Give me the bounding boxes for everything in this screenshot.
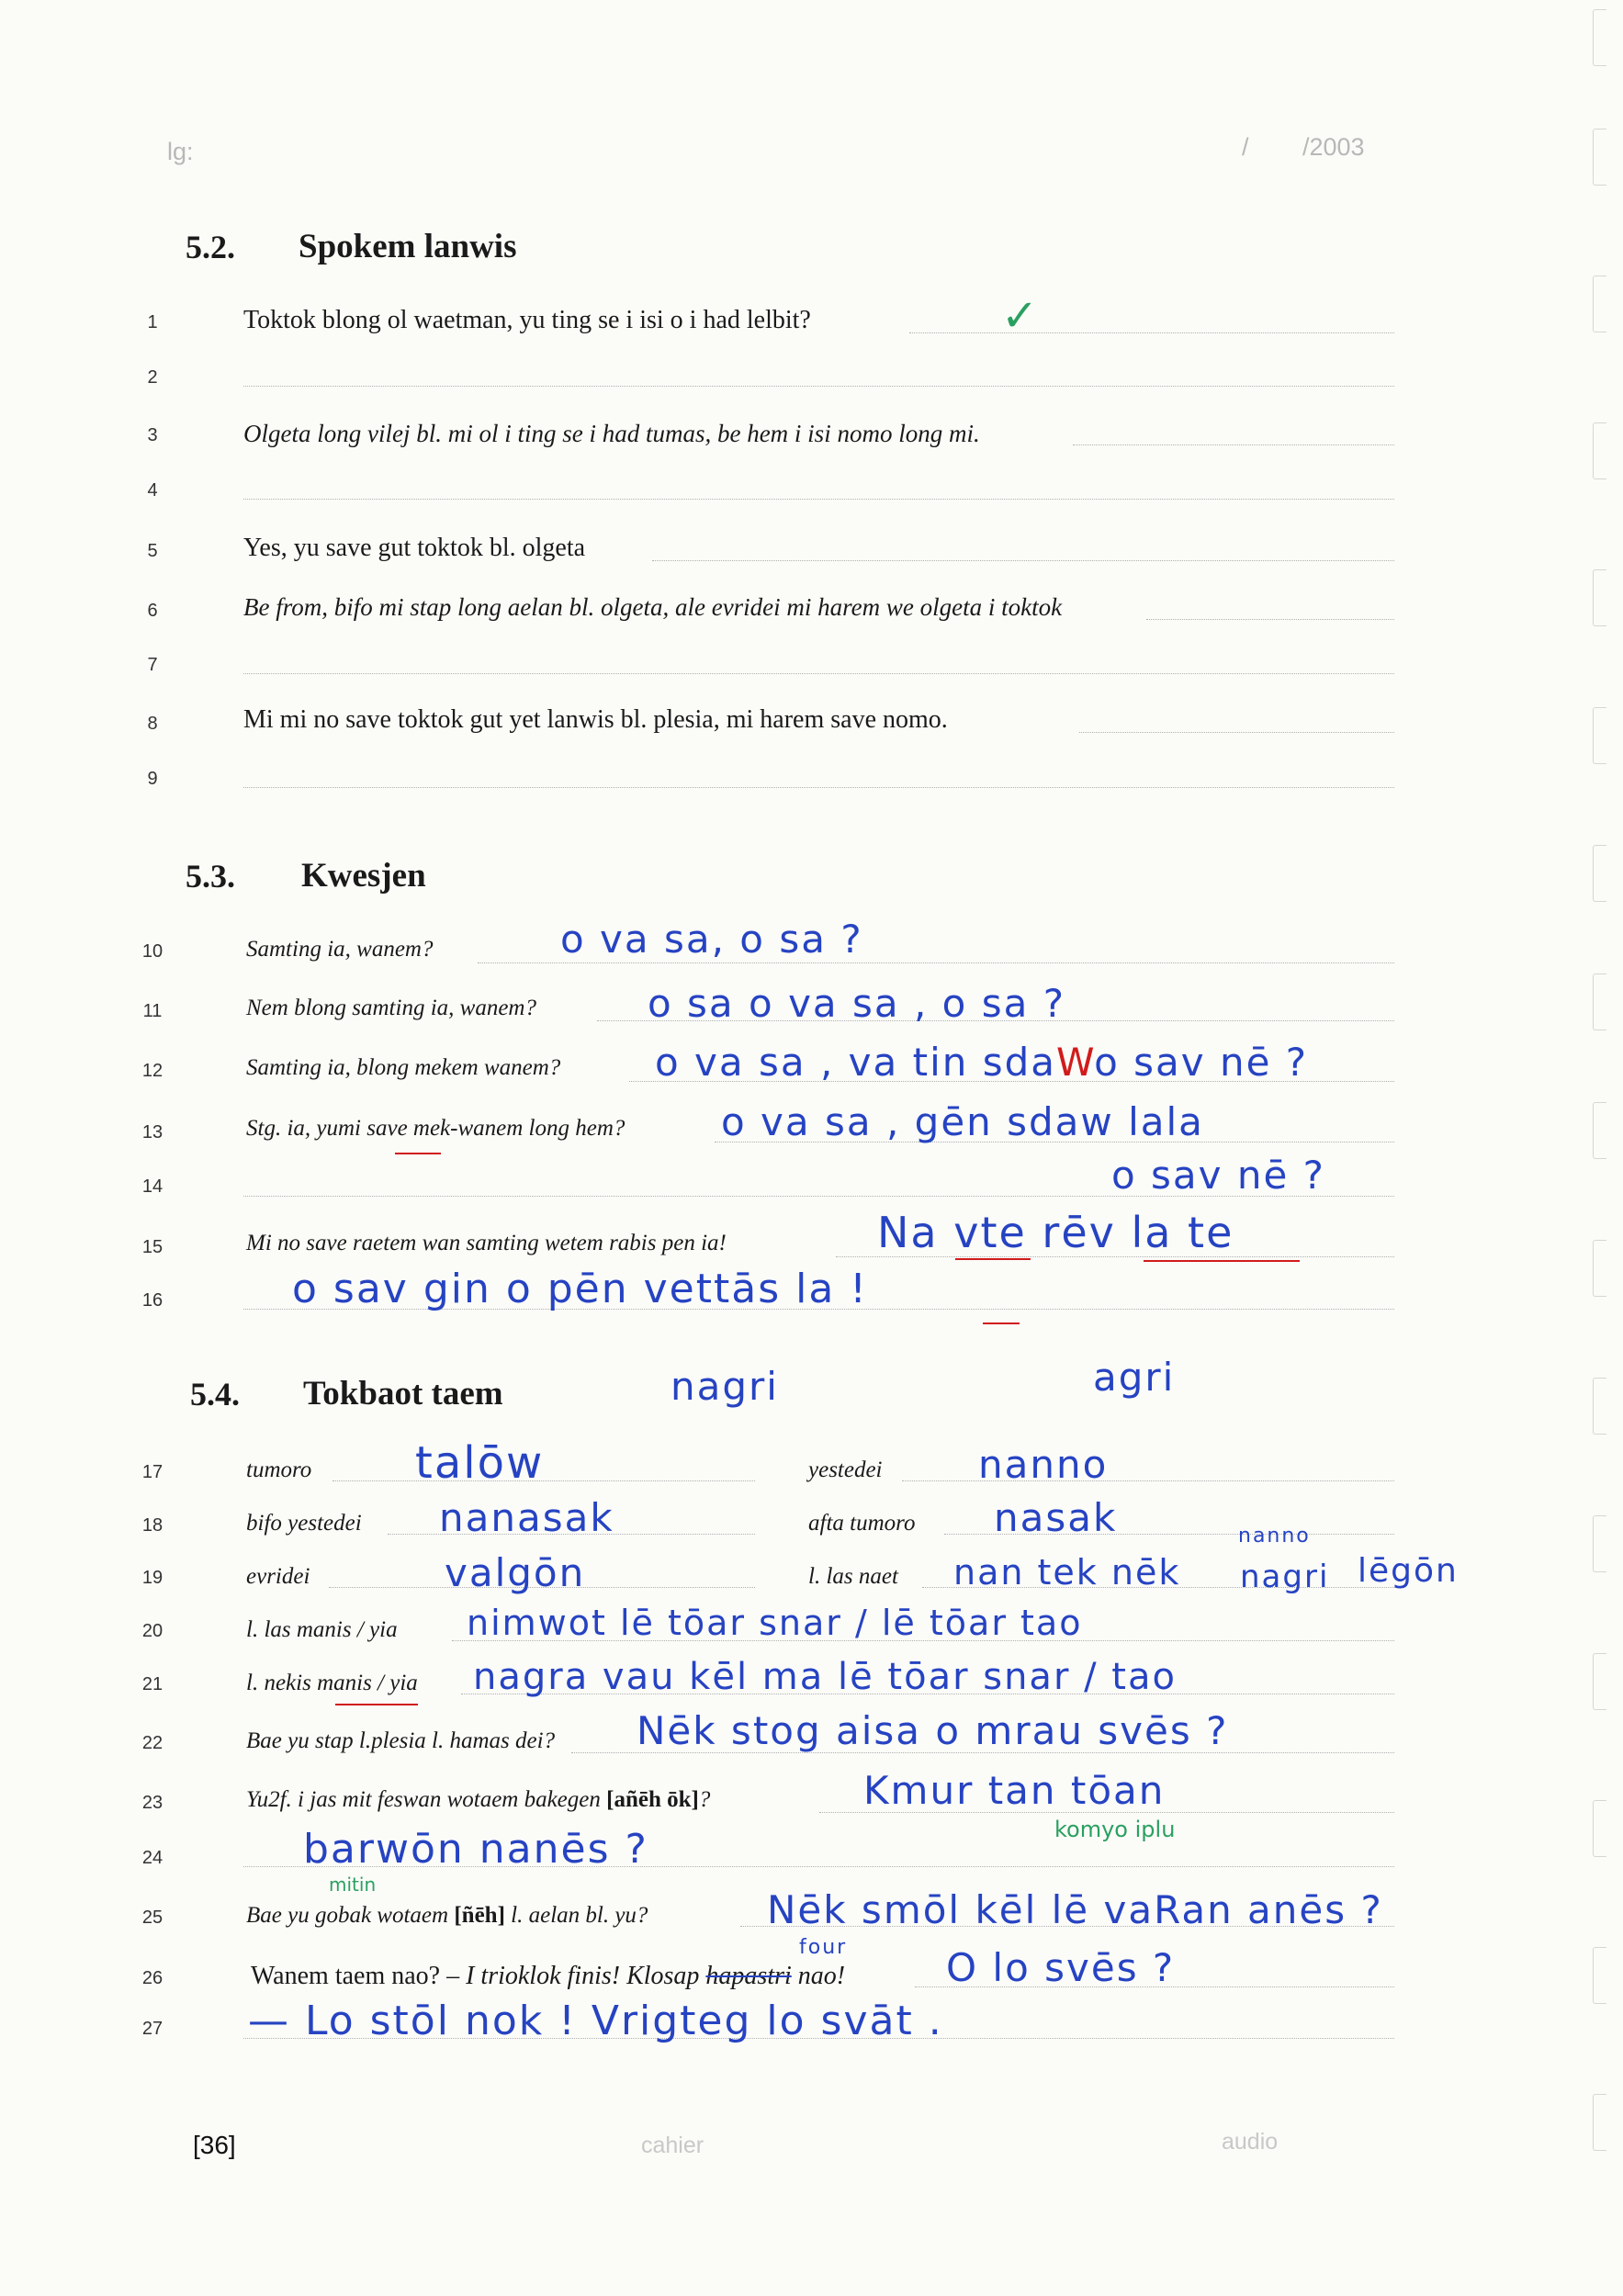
line-number: 11 — [142, 1001, 163, 1021]
footer-audio: audio — [1222, 2129, 1279, 2155]
edge-tab-mark — [1593, 1378, 1606, 1435]
printed-question: Nem blong samting ia, wanem? — [246, 996, 536, 1020]
line-number: 4 — [147, 480, 158, 501]
line-number: 12 — [141, 1061, 163, 1081]
printed-label: bifo yestedei — [246, 1511, 362, 1536]
edge-tab-mark — [1593, 129, 1606, 186]
edge-tab-mark — [1593, 1515, 1606, 1572]
handwritten-column-header: agri — [1093, 1355, 1176, 1400]
printed-question-text: I trioklok finis! Klosap — [466, 1962, 700, 1990]
line-number: 25 — [141, 1908, 163, 1928]
printed-label: l. las manis / yia — [246, 1617, 398, 1642]
printed-question: Samting ia, wanem? — [246, 937, 434, 962]
line-number: 23 — [141, 1793, 163, 1813]
handwritten-answer: o sav gin o pēn vettās la ! — [292, 1266, 868, 1312]
handwritten-answer: o va sa , gēn sdaw lala — [721, 1099, 1204, 1144]
line-number: 13 — [141, 1122, 163, 1142]
printed-question-text: l. aelan bl. yu? — [511, 1903, 648, 1928]
edge-tab-mark — [1593, 1653, 1606, 1710]
handwritten-note: four — [799, 1936, 848, 1959]
footer-cahier: cahier — [641, 2133, 704, 2158]
handwritten-answer: nagra vau kēl ma lē tōar snar / tao — [473, 1656, 1177, 1698]
printed-question: Mi no save raetem wan samting wetem rabis pen ia! — [246, 1231, 727, 1255]
handwritten-answer: nagri — [1240, 1559, 1330, 1595]
section-title: Tokbaot taem — [303, 1375, 503, 1412]
printed-label: yestedei — [808, 1458, 883, 1482]
section-number: 5.4. — [190, 1376, 240, 1412]
line-number: 19 — [141, 1568, 163, 1588]
handwritten-note: komyo iplu — [1054, 1817, 1176, 1842]
line-number: 7 — [147, 655, 158, 675]
phonetic-bracket: [ñēh] — [454, 1903, 505, 1928]
edge-tab-mark — [1593, 9, 1606, 66]
red-underline-mark — [1144, 1260, 1300, 1262]
section-number: 5.3. — [186, 858, 235, 895]
printed-question-text: Wanem taem nao? – — [251, 1962, 460, 1990]
line-number: 15 — [141, 1237, 163, 1257]
printed-question: Samting ia, blong mekem wanem? — [246, 1055, 561, 1080]
line-number: 18 — [141, 1515, 163, 1536]
edge-tab-mark — [1593, 276, 1606, 332]
printed-question — [251, 1962, 845, 1991]
edge-tab-mark — [1593, 1800, 1606, 1857]
edge-tab-mark — [1593, 2094, 1606, 2151]
handwritten-answer: Nēk stog aisa o mrau svēs ? — [637, 1708, 1229, 1753]
printed-label: afta tumoro — [808, 1511, 916, 1536]
red-underline-mark — [983, 1322, 1020, 1324]
line-number: 3 — [147, 425, 158, 445]
handwritten-fragment: o va sa , va tin sda — [655, 1040, 1056, 1085]
printed-question: Mi mi no save toktok gut yet lanwis bl. plesia, mi harem save nomo. — [243, 705, 948, 734]
section-number: 5.2. — [186, 229, 235, 265]
edge-tab-mark — [1593, 1240, 1606, 1297]
edge-tab-mark — [1593, 1102, 1606, 1159]
red-underline-mark — [335, 1704, 418, 1705]
phonetic-bracket: [añēh ōk] — [606, 1787, 699, 1812]
line-number: 10 — [141, 941, 163, 962]
handwritten-answer: O lo svēs ? — [946, 1945, 1176, 1990]
check-mark-icon: ✓ — [1001, 290, 1039, 342]
printed-question-text: nao! — [797, 1962, 846, 1990]
printed-question-text: Yu2f. i jas mit feswan wotaem bakegen — [246, 1787, 601, 1812]
handwritten-answer: Nēk smōl kēl lē vaRan anēs ? — [767, 1887, 1383, 1932]
printed-label: tumoro — [246, 1458, 312, 1482]
header-date-slash: / — [1242, 133, 1249, 161]
page-number: [36] — [193, 2131, 236, 2159]
edge-tab-mark — [1593, 845, 1606, 902]
handwritten-answer: o va sa, o sa ? — [560, 917, 863, 962]
line-number: 22 — [141, 1733, 163, 1753]
line-number: 14 — [141, 1176, 163, 1197]
handwritten-answer: lēgōn — [1358, 1552, 1459, 1590]
edge-tab-mark — [1593, 1947, 1606, 2004]
line-number: 9 — [147, 769, 158, 789]
line-number: 1 — [147, 312, 158, 332]
printed-question: Olgeta long vilej bl. mi ol i ting se i had tumas, be hem i isi nomo long mi. — [243, 420, 980, 447]
printed-question — [246, 1787, 710, 1813]
red-underline-mark — [395, 1153, 441, 1154]
handwritten-answer: Kmur tan tōan — [863, 1768, 1166, 1813]
printed-question: Toktok blong ol waetman, yu ting se i isi o i had lelbit? — [243, 306, 811, 334]
line-number: 5 — [147, 541, 158, 561]
header-date-year: /2003 — [1302, 133, 1365, 161]
line-number: 6 — [147, 601, 158, 621]
handwritten-column-header: nagri — [671, 1364, 779, 1409]
handwritten-answer: nanasak — [439, 1495, 614, 1540]
line-number: 26 — [141, 1968, 163, 1988]
printed-label: l. nekis manis / yia — [246, 1671, 418, 1695]
question-mark: ? — [698, 1787, 711, 1812]
line-number: 24 — [141, 1848, 163, 1868]
handwritten-answer: nimwot lē tōar snar / lē tōar tao — [467, 1603, 1083, 1643]
edge-tab-mark — [1593, 707, 1606, 764]
handwritten-note: mitin — [329, 1874, 377, 1896]
printed-question-text: Bae yu gobak wotaem — [246, 1903, 449, 1928]
handwritten-answer: o sav nē ? — [1111, 1153, 1325, 1198]
printed-question — [246, 1903, 648, 1929]
section-title: Spokem lanwis — [299, 228, 517, 265]
line-number: 8 — [147, 714, 158, 734]
handwritten-answer: — Lo stōl nok ! Vrigteg lo svāt . — [248, 1998, 943, 2044]
section-title: Kwesjen — [301, 857, 426, 895]
line-number: 17 — [141, 1462, 163, 1482]
handwritten-answer: nasak — [994, 1495, 1118, 1540]
line-number: 16 — [141, 1290, 163, 1311]
handwritten-answer — [655, 1040, 1308, 1085]
printed-question: Bae yu stap l.plesia l. hamas dei? — [246, 1728, 556, 1753]
edge-tab-mark — [1593, 569, 1606, 626]
handwritten-fragment: o sav nē ? — [1094, 1040, 1309, 1085]
handwritten-correction: W — [1056, 1040, 1095, 1085]
handwritten-answer: Na vte rēv la te — [877, 1208, 1234, 1257]
printed-label: l. las naet — [808, 1564, 898, 1589]
line-number: 2 — [147, 367, 158, 388]
handwritten-answer: nanno — [978, 1442, 1109, 1487]
header-lg-label: lg: — [167, 138, 194, 165]
handwritten-answer: barwōn nanēs ? — [303, 1826, 648, 1873]
edge-tab-mark — [1593, 974, 1606, 1030]
red-underline-mark — [955, 1258, 1031, 1260]
handwritten-answer: valgōn — [445, 1550, 586, 1595]
edge-tab-mark — [1593, 422, 1606, 479]
handwritten-answer: nan tek nēk — [953, 1552, 1181, 1593]
handwritten-answer: talōw — [415, 1437, 545, 1489]
printed-question: Stg. ia, yumi save mek-wanem long hem? — [246, 1116, 626, 1141]
line-number: 20 — [141, 1621, 163, 1641]
printed-question: Be from, bifo mi stap long aelan bl. olgeta, ale evridei mi harem we olgeta i toktok — [243, 593, 1063, 621]
line-number: 21 — [141, 1674, 163, 1694]
printed-label: evridei — [246, 1564, 310, 1589]
printed-question: Yes, yu save gut toktok bl. olgeta — [243, 534, 586, 562]
handwritten-answer: o sa o va sa , o sa ? — [648, 981, 1065, 1026]
handwritten-note: nanno — [1238, 1525, 1311, 1548]
line-number: 27 — [141, 2019, 163, 2039]
struck-word: hapastri — [705, 1962, 792, 1990]
